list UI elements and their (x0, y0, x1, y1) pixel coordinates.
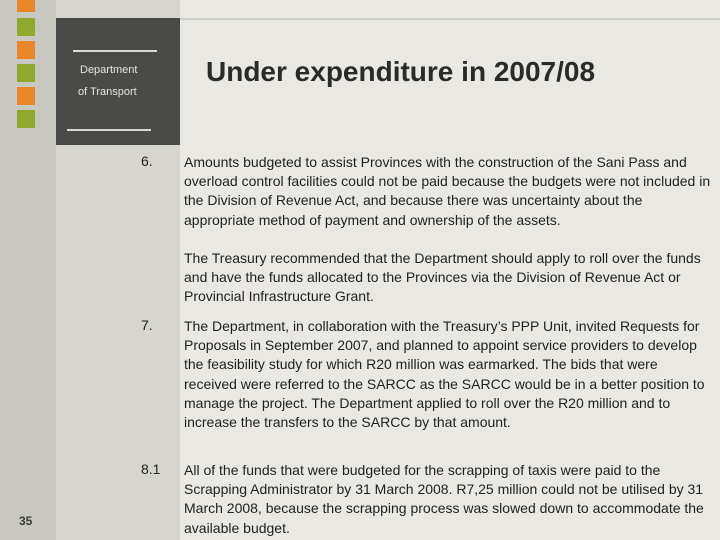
item-number: 6. (141, 153, 153, 169)
item-text: The Department, in collaboration with the Treasury’s PPP Unit, invited Requests for Proposals in September 2007, and planned to appoint service providers to develop the feasibility study for which R20 million was earmarked. The bids that were received were referred to the SARCC as the SARCC would be in a better position to manage the project. The Department applied to roll over the R20 million and to increase the transfers to the SARCC by that amount. (184, 318, 705, 431)
page-title: Under expenditure in 2007/08 (206, 56, 596, 87)
decor-square-green (17, 18, 35, 36)
page-number: 35 (19, 514, 33, 528)
decor-square-orange (17, 0, 35, 12)
decor-square-green (17, 110, 35, 128)
item-text: Amounts budgeted to assist Provinces with the construction of the Sani Pass and overload control facilities could not be paid because the budgets were not included in the Division of Revenue Act, and because there was uncertainty about the appropriate method of payment and ownership of the assets. (184, 154, 711, 228)
department-logo (56, 18, 180, 145)
logo-rule-top (73, 50, 157, 52)
item-number: 8.1 (141, 461, 161, 477)
item-text: The Treasury recommended that the Department should apply to roll over the funds and have the funds allocated to the Provinces via the Division of Revenue Act or Provincial Infrastructure Grant. (184, 250, 701, 305)
item-number: 7. (141, 317, 153, 333)
logo-line-2: of Transport (78, 86, 137, 98)
logo-line-1: Department (80, 64, 138, 76)
logo-rule-bottom (67, 129, 151, 131)
decor-square-green (17, 64, 35, 82)
sidebar-strip (0, 0, 56, 540)
decor-square-orange (17, 87, 35, 105)
item-text: All of the funds that were budgeted for the scrapping of taxis were paid to the Scrapping Administrator by 31 March 2008. R7,25 million could not be utilised by 31 March 2008, because the scrapping process was slowed down to accommodate the available budget. (184, 462, 704, 536)
decor-square-orange (17, 41, 35, 59)
